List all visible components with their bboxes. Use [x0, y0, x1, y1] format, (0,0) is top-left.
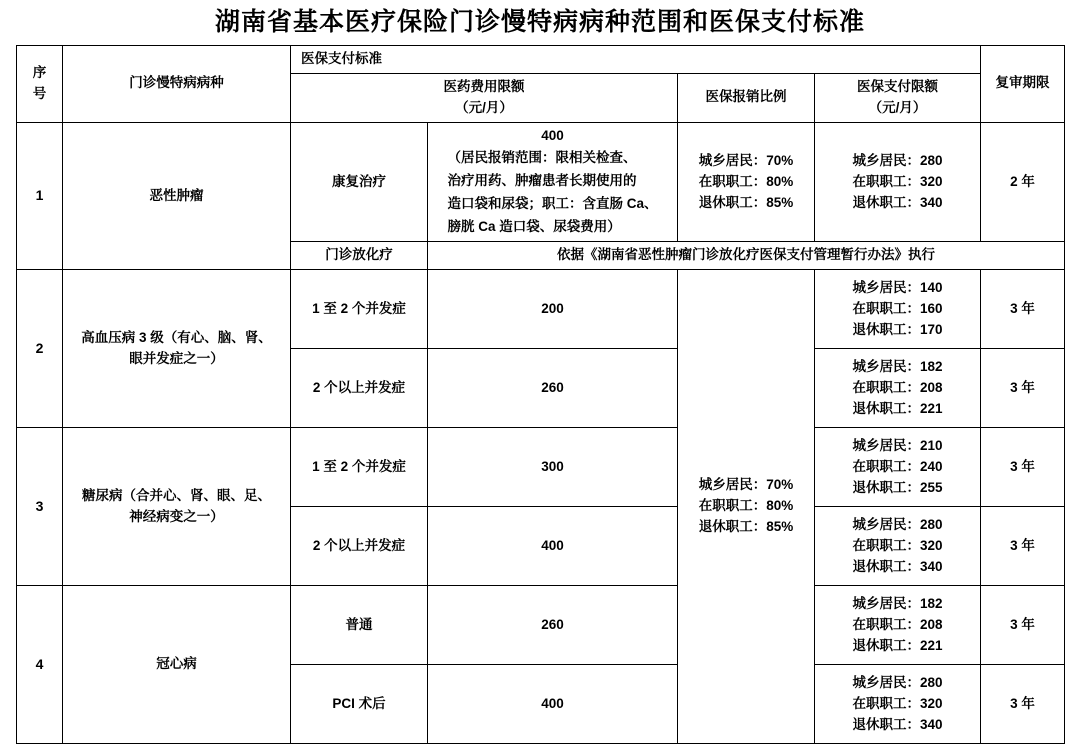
- header-pay-limit-line2: （元/月）: [868, 99, 927, 115]
- row-review: 3 年: [981, 586, 1065, 665]
- table-row: [17, 586, 1065, 665]
- limit-line: 城乡居民：140: [852, 279, 943, 295]
- row-disease: 冠心病: [63, 586, 291, 744]
- limit-line: 城乡居民：280: [852, 516, 943, 532]
- row-disease: [63, 270, 291, 428]
- limit-line: 城乡居民：210: [852, 437, 943, 453]
- header-pay-limit-line1: 医保支付限额: [857, 78, 938, 94]
- row-span-note: 依据《湖南省恶性肿瘤门诊放化疗医保支付管理暂行办法》执行: [428, 242, 1065, 270]
- ratio-line: 退休职工：85%: [698, 194, 794, 210]
- row-limit: [815, 428, 981, 507]
- limit-line: 退休职工：340: [852, 716, 943, 732]
- header-drug-limit-line1: 医药费用限额: [443, 78, 525, 94]
- note-line: 膀胱 Ca 造口袋、尿袋费用）: [447, 218, 621, 234]
- ratio-line: 城乡居民：70%: [698, 477, 794, 493]
- row-review: 3 年: [981, 270, 1065, 349]
- row-group: 1 至 2 个并发症: [291, 428, 428, 507]
- disease-line: 糖尿病（合并心、肾、眼、足、: [82, 487, 271, 503]
- benefits-table: [16, 45, 1065, 744]
- limit-line: 在职职工：320: [852, 537, 943, 553]
- row-disease: [63, 428, 291, 586]
- row-review: 3 年: [981, 665, 1065, 744]
- row-review: 3 年: [981, 428, 1065, 507]
- row-limit: [815, 586, 981, 665]
- limit-line: 退休职工：340: [852, 558, 943, 574]
- ratio-line: 城乡居民：70%: [698, 152, 794, 168]
- row-group: PCI 术后: [291, 665, 428, 744]
- header-pay-limit: [815, 73, 981, 122]
- disease-line: 高血压病 3 级（有心、脑、肾、: [81, 329, 272, 345]
- disease-line: 眼并发症之一）: [129, 350, 224, 366]
- ratio-line: 在职职工：80%: [698, 498, 794, 514]
- limit-line: 在职职工：208: [852, 616, 943, 632]
- ratio-line: 退休职工：85%: [698, 519, 794, 535]
- row-seq: 3: [17, 428, 63, 586]
- row-group: 1 至 2 个并发症: [291, 270, 428, 349]
- limit-line: 在职职工：240: [852, 458, 943, 474]
- limit-line: 城乡居民：280: [852, 152, 943, 168]
- row-review: 2 年: [981, 122, 1065, 242]
- header-reimburse-ratio: 医保报销比例: [678, 73, 815, 122]
- limit-line: 城乡居民：280: [852, 674, 943, 690]
- limit-line: 退休职工：221: [852, 637, 943, 653]
- row-seq: 1: [17, 122, 63, 270]
- row-ratio-shared: [678, 270, 815, 744]
- page-title: 湖南省基本医疗保险门诊慢特病病种范围和医保支付标准: [214, 9, 865, 36]
- note-line: （居民报销范围：限相关检查、: [447, 149, 637, 165]
- row-limit: [815, 507, 981, 586]
- row-amount: 400: [428, 665, 678, 744]
- note-line: 治疗用药、肿瘤患者长期使用的: [447, 172, 637, 188]
- limit-line: 退休职工：170: [852, 321, 943, 337]
- ratio-line: 在职职工：80%: [698, 173, 794, 189]
- row-amount: [428, 122, 678, 242]
- limit-line: 在职职工：320: [852, 695, 943, 711]
- limit-line: 城乡居民：182: [852, 595, 943, 611]
- limit-line: 城乡居民：182: [852, 358, 943, 374]
- row-limit: [815, 665, 981, 744]
- row-amount: 260: [428, 349, 678, 428]
- row-group: 2 个以上并发症: [291, 349, 428, 428]
- row-seq: 2: [17, 270, 63, 428]
- limit-line: 退休职工：340: [852, 194, 943, 210]
- row-amount: 260: [428, 586, 678, 665]
- limit-line: 退休职工：255: [852, 479, 943, 495]
- row-amount: 300: [428, 428, 678, 507]
- row-group: 2 个以上并发症: [291, 507, 428, 586]
- header-seq-line2: 号: [32, 85, 47, 101]
- row-amount-note: [447, 147, 657, 239]
- row-amount: 400: [428, 507, 678, 586]
- note-line: 造口袋和尿袋；职工：含直肠 Ca、: [447, 195, 658, 211]
- header-seq-line1: 序: [32, 64, 47, 80]
- row-group: 普通: [291, 586, 428, 665]
- row-review: 3 年: [981, 349, 1065, 428]
- header-drug-limit-line2: （元/月）: [455, 99, 513, 115]
- header-seq: [17, 46, 63, 123]
- table-row: [17, 270, 1065, 349]
- row-amount-value: 400: [541, 127, 564, 143]
- header-review-period: 复审期限: [981, 46, 1065, 123]
- table-row: [17, 122, 1065, 242]
- limit-line: 退休职工：221: [852, 400, 943, 416]
- row-disease: 恶性肿瘤: [63, 122, 291, 270]
- row-group: 门诊放化疗: [291, 242, 428, 270]
- table-header-row-1: [17, 46, 1065, 74]
- limit-line: 在职职工：320: [852, 173, 943, 189]
- header-disease: 门诊慢特病病种: [63, 46, 291, 123]
- table-row: [17, 428, 1065, 507]
- row-review: 3 年: [981, 507, 1065, 586]
- disease-line: 神经病变之一）: [129, 508, 224, 524]
- row-limit: [815, 270, 981, 349]
- limit-line: 在职职工：208: [852, 379, 943, 395]
- header-drug-limit: [291, 73, 678, 122]
- row-limit: [815, 122, 981, 242]
- header-payment-standard: 医保支付标准: [291, 46, 981, 74]
- row-group: 康复治疗: [291, 122, 428, 242]
- row-seq: 4: [17, 586, 63, 744]
- row-amount: 200: [428, 270, 678, 349]
- limit-line: 在职职工：160: [852, 300, 943, 316]
- row-ratio: [678, 122, 815, 242]
- row-limit: [815, 349, 981, 428]
